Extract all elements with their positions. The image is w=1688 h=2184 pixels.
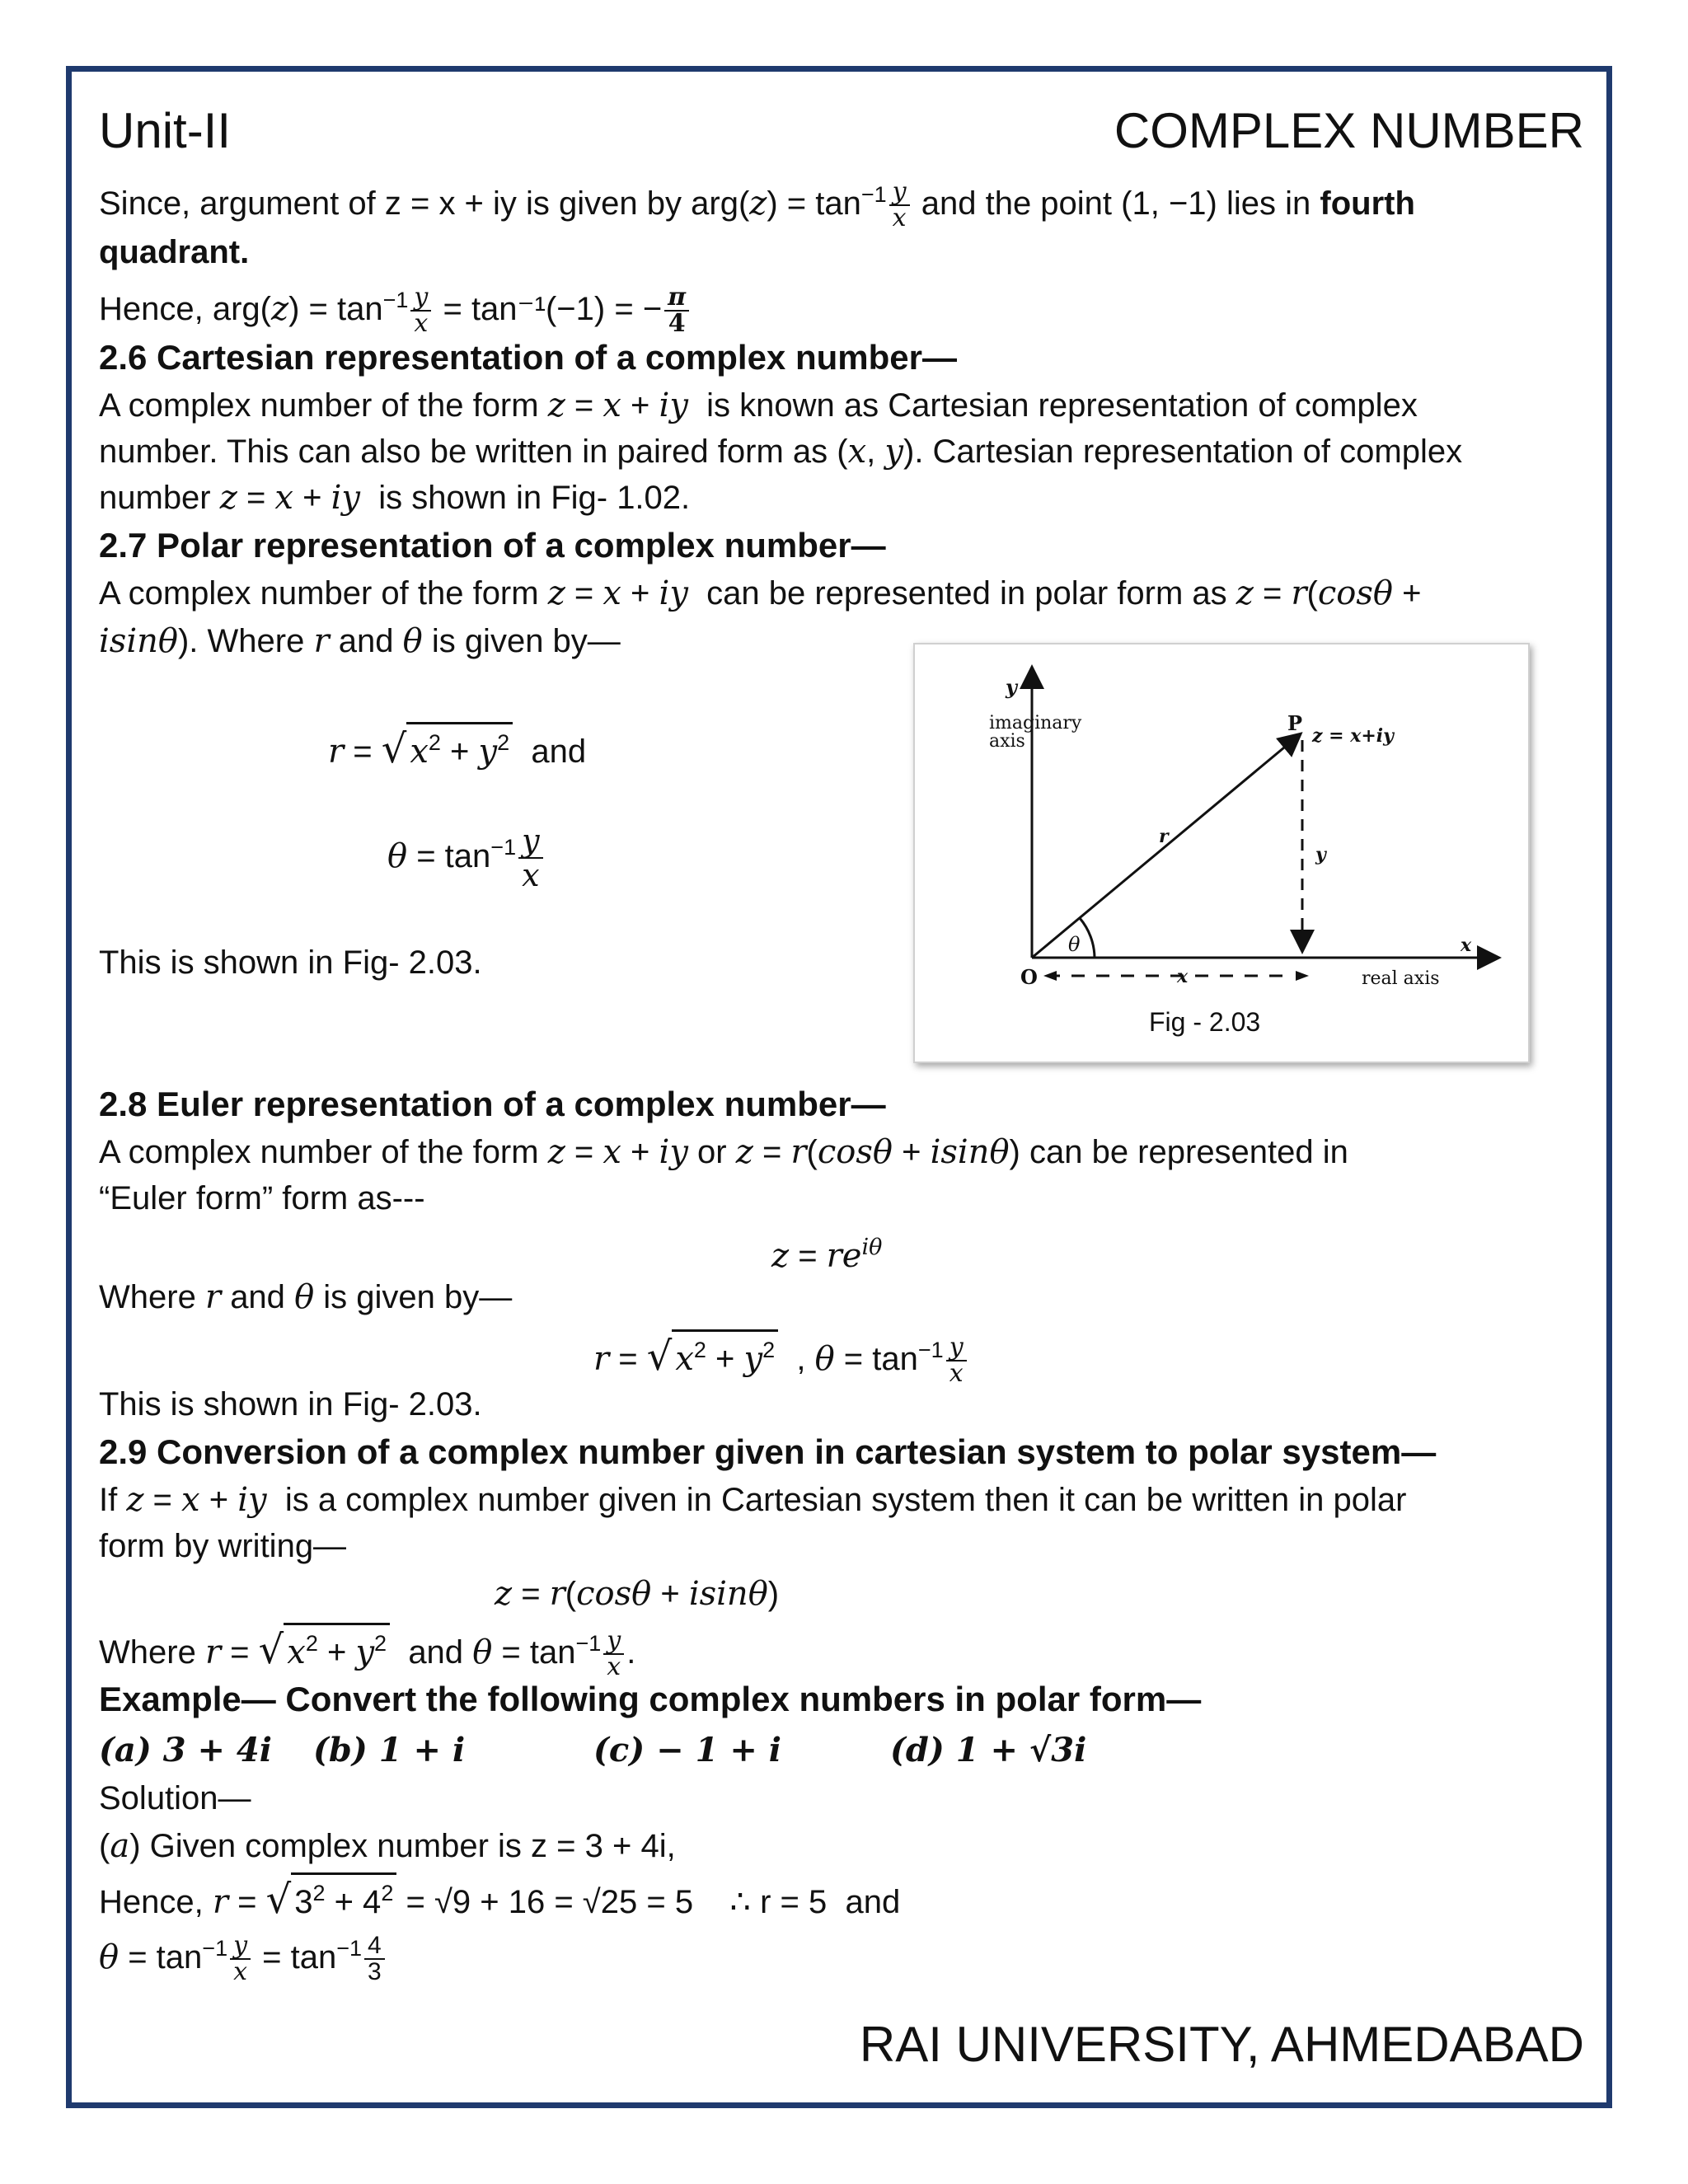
s28-shown: This is shown in Fig- 2.03. [99, 1386, 482, 1422]
s29-line-1: If z = x + iy is a complex number given in Cartesian system then it can be written in polar [99, 1481, 1407, 1519]
example-b: (b) 1 + i [313, 1731, 466, 1769]
section-2-6-title: 2.6 Cartesian representation of a complex number— [99, 338, 957, 377]
label-r: r [1159, 826, 1169, 847]
label-axis: axis [989, 731, 1025, 752]
example-a: (a) 3 + 4i [99, 1731, 272, 1769]
label-z: z = x+iy [1312, 725, 1394, 747]
s28-line-2: “Euler form” form as--- [99, 1180, 425, 1216]
label-theta: θ [1068, 933, 1081, 956]
s27-line-2: isinθ). Where r and θ is given by— [99, 622, 621, 660]
label-x: x [1461, 935, 1472, 956]
argand-diagram [915, 644, 1528, 1062]
label-p: P [1287, 711, 1303, 735]
label-y: y [1006, 675, 1017, 699]
label-real-axis: real axis [1362, 968, 1440, 989]
intro-line-1: Since, argument of z = x + iy is given by $arg(z) = \tan^{-1}$ $\frac{y}{x}$ and the point (1, −1) lies in fourth [99, 177, 1415, 233]
formula-theta: $\theta = \tan^{-1}$ $\frac{y}{x}$ [387, 824, 546, 892]
label-imaginary: imaginary [989, 713, 1082, 733]
section-2-9-title: 2.9 Conversion of a complex number given in cartesian system to polar system— [99, 1432, 1437, 1471]
topic-title: COMPLEX NUMBER [1114, 103, 1584, 158]
solution-a-line: (a) Given complex number is z = 3 + 4i, [99, 1827, 676, 1865]
s29-where: Where r = √ $x^2 + y^2$ and $\theta = \tan^{-1}$ $\frac{y}{x}$ . [99, 1620, 635, 1680]
solution-r-calc: Hence, r = √ $3^2 + 4^2 = √9 + 16 = √25 = 5$ ∴ r = 5 and [99, 1872, 900, 1925]
label-o: O [1020, 965, 1038, 989]
s28-formula: r = √ $x^2 + y^2$ , $\theta = \tan^{-1}$ $\frac{y}{x}$ [593, 1327, 969, 1386]
s26-line-1: A complex number of the form z = x + iy is known as Cartesian representation of complex [99, 387, 1418, 424]
solution-theta-calc: $\theta = \tan^{-1}$ $\frac{y}{x}$ = $\tan^{-1}$ $\frac{4}{3}$ [99, 1925, 387, 1985]
fraction-y-over-x: $\frac{y}{x}$ [889, 180, 910, 231]
s26-line-3: number z = x + iy is shown in Fig- 1.02. [99, 479, 691, 517]
figure-caption: Fig - 2.03 [1149, 1007, 1261, 1037]
s29-polar-formula: z = r(cosθ + isinθ) [495, 1575, 780, 1613]
s28-line-1: A complex number of the form z = x + iy or z = r(cosθ + isinθ) can be represented in [99, 1133, 1348, 1171]
euler-formula: $z = re^{i\theta}$ [771, 1235, 883, 1275]
theta-arc [1080, 918, 1095, 958]
formula-r: r = √ $x^2 + y^2$ and [328, 722, 586, 775]
intro-line-3: Hence, $arg(z) = \tan^{-1}$ $\frac{y}{x}$ = tan⁻¹(−1) = − $\frac{\pi}{4}$ [99, 277, 692, 336]
s27-line-1: A complex number of the form z = x + iy can be represented in polar form as z = r(cosθ + [99, 574, 1422, 612]
example-title: Example— Convert the following complex numbers in polar form— [99, 1680, 1202, 1718]
section-2-7-title: 2.7 Polar representation of a complex number— [99, 526, 886, 565]
solution-label: Solution— [99, 1780, 251, 1816]
label-y-segment: y [1315, 844, 1326, 865]
s29-line-2: form by writing— [99, 1528, 347, 1564]
footer-university: RAI UNIVERSITY, AHMEDABAD [859, 2017, 1584, 2072]
label-x-segment: x [1177, 966, 1189, 987]
example-c: (c) − 1 + i [593, 1731, 781, 1769]
s27-shown: This is shown in Fig- 2.03. [99, 944, 482, 981]
section-2-8-title: 2.8 Euler representation of a complex number— [99, 1085, 886, 1123]
unit-label: Unit-II [99, 103, 232, 158]
figure-2-03 [913, 643, 1530, 1063]
example-d: (d) 1 + √3i [890, 1731, 1087, 1769]
s26-line-2: number. This can also be written in paired form as (x, y). Cartesian representation of complex [99, 433, 1463, 471]
intro-line-2: quadrant. [99, 234, 250, 270]
s28-where: Where r and θ is given by— [99, 1278, 513, 1316]
